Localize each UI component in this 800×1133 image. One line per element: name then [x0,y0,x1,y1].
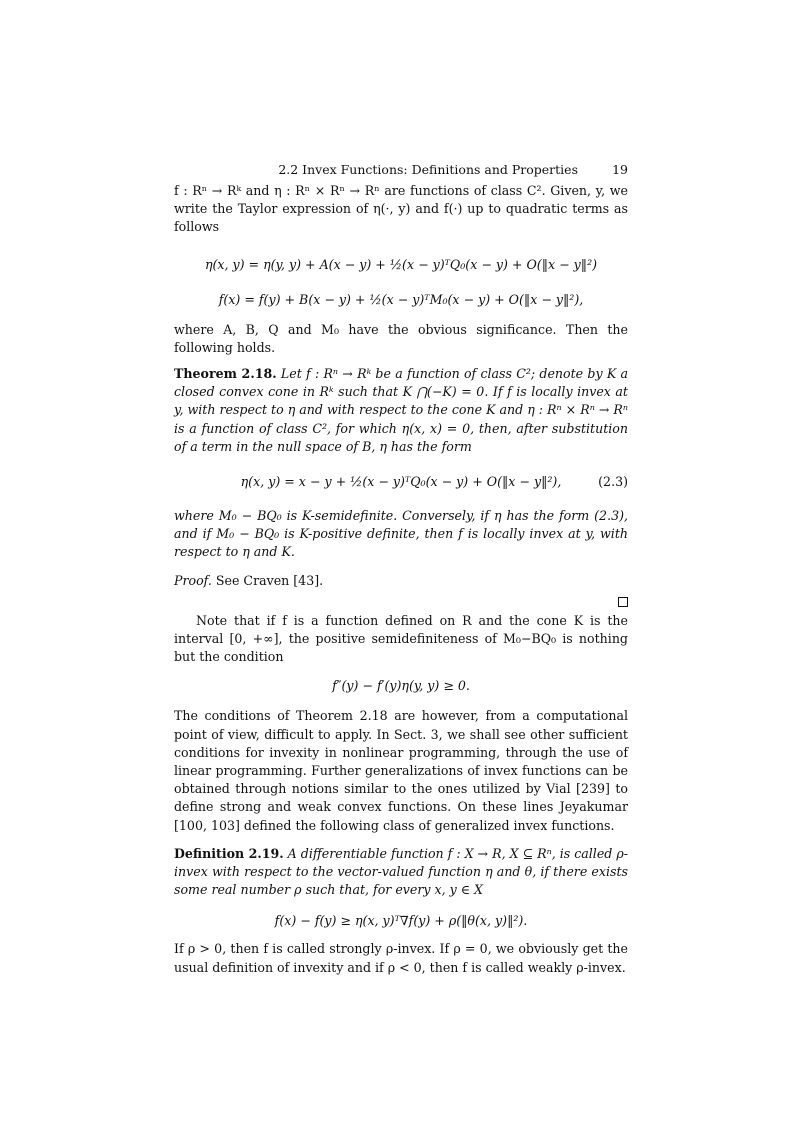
theorem-body: Let f : Rⁿ → Rᵏ be a function of class C²; denote by K a closed convex cone in Rᵏ such that K ⋂(−K) = 0. If f is locally invex at y, with respect to η and with respect to the cone K and η : Rⁿ × Rⁿ → Rⁿ is a function of class C², for which η(x, x) = 0, then, after substitution of a term in the null space of B, η has the form [174,366,628,454]
after-taylor-text: where A, B, Q and M₀ have the obvious significance. Then the following holds. [174,321,628,355]
proof-text: See Craven [43]. [215,572,324,588]
definition-body: A differentiable function f : X → R, X ⊆ Rⁿ, is called ρ-invex with respect to the vector-valued function η and θ, if there exists some real number ρ such that, for every x, y ∈ X [174,845,628,898]
theorem-2-18 [174,365,628,456]
proof-label: Proof. [174,572,212,588]
equation-taylor-eta: η(x, y) = η(y, y) + A(x − y) + ½(x − y)ᵀQ₀(x − y) + O(‖x − y‖²) [204,256,598,272]
theorem-conclusion: where M₀ − BQ₀ is K-semidefinite. Conversely, if η has the form (2.3), and if M₀ − BQ₀ is K-positive definite, then f is locally invex at y, with respect to η and K. [174,508,628,560]
qed-square-icon [174,596,628,610]
theorem-label: Theorem 2.18. [174,366,277,382]
conditions-paragraph: The conditions of Theorem 2.18 are however, from a computational point of view, difficult to apply. In Sect. 3, we shall see other sufficient conditions for invexity in nonlinear programming, through the use of linear programming. Further generalizations of invex functions can be obtained through notions similar to the ones utilized by Vial [239] to define strong and weak convex functions. On these lines Jeyakumar [100, 103] defined the following class of generalized invex functions. [174,708,628,833]
equation-rho-invex: f(x) − f(y) ≥ η(x, y)ᵀ∇f(y) + ρ(‖θ(x, y)‖²). [274,913,528,929]
proof [174,572,628,590]
equation-2-3-body: η(x, y) = x − y + ½(x − y)ᵀQ₀(x − y) + O(‖x − y‖²), [240,474,562,490]
equation-number: (2.3) [598,474,628,490]
intro-paragraph: f : Rⁿ → Rᵏ and η : Rⁿ × Rⁿ → Rⁿ are functions of class C². Given, y, we write the Taylor expression of η(·, y) and f(·) up to quadratic terms as follows [174,183,628,235]
equation-condition: f″(y) − f′(y)η(y, y) ≥ 0. [332,678,470,694]
note-paragraph: Note that if f is a function defined on R and the cone K is the interval [0, +∞], the positive semidefiniteness of M₀−BQ₀ is nothing but the condition [174,612,628,665]
section-title: 2.2 Invex Functions: Definitions and Properties [278,162,578,177]
page-number: 19 [612,162,628,177]
page-body [174,158,628,977]
definition-2-19 [174,845,628,900]
closing-paragraph: If ρ > 0, then f is called strongly ρ-invex. If ρ = 0, we obviously get the usual definition of invexity and if ρ < 0, then f is called weakly ρ-invex. [174,941,628,975]
running-header [174,158,628,180]
definition-label: Definition 2.19. [174,845,284,861]
equation-2-3 [174,474,628,489]
equation-taylor-f: f(x) = f(y) + B(x − y) + ½(x − y)ᵀM₀(x − y) + O(‖x − y‖²), [218,291,584,307]
